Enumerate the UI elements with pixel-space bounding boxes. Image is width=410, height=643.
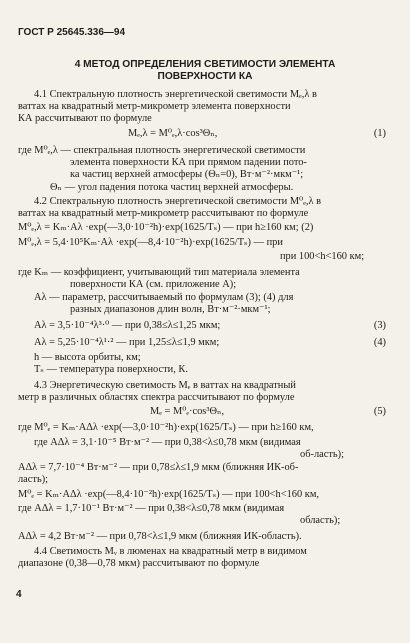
- equation-number-5: (5): [373, 406, 386, 417]
- equation-number-4: (4): [373, 337, 386, 348]
- equation-number-3: (3): [373, 320, 386, 331]
- text-line: AΔλ = 7,7·10⁻⁴ Вт·м⁻² — при 0,78≤λ≤1,9 мкм (ближняя ИК-об-: [18, 462, 299, 473]
- formula-2b: M⁰ₑ,λ = 5,4·10⁵Kₘ·Aλ ·exp(—8,4·10⁻²h)·exp(1625/Tₛ) — при: [18, 237, 283, 248]
- text-line: область);: [300, 515, 341, 526]
- text-line: об-ласть);: [300, 449, 344, 460]
- text-line: где Kₘ — коэффициент, учитывающий тип материала элемента: [18, 267, 300, 278]
- text-line: ваттах на квадратный метр-микрометр рассчитывают по формуле: [18, 208, 309, 219]
- text-line: элемента поверхности КА при прямом падении пото-: [70, 157, 307, 168]
- text-line: Aλ — параметр, рассчитываемый по формулам (3); (4) для: [34, 292, 294, 303]
- text-line: метр в различных областях спектра рассчитывают по формуле: [18, 392, 295, 403]
- text-line: Θₙ — угол падения потока частиц верхней атмосферы.: [50, 182, 294, 193]
- text-line: 4.3 Энергетическую светимость Mₑ в ваттах на квадратный: [34, 380, 296, 391]
- page-number: 4: [16, 589, 22, 600]
- text-line: 4.4 Светимость Mᵥ в люменах на квадратный метр в видимом: [34, 546, 307, 557]
- formula-3: Aλ = 3,5·10⁻⁴λ³·⁰ — при 0,38≤λ≤1,25 мкм;: [34, 320, 221, 331]
- text-line: M⁰ₑ = Kₘ·AΔλ ·exp(—8,4·10⁻²h)·exp(1625/Tₛ) — при 100<h<160 км,: [18, 489, 319, 500]
- text-line: где AΔλ = 3,1·10⁻⁵ Вт·м⁻² — при 0,38<λ≤0,78 мкм (видимая: [34, 437, 301, 448]
- text-line: 4.2 Спектральную плотность энергетической светимости M⁰ₑ,λ в: [34, 196, 322, 207]
- formula-1: Mₑ,λ = M⁰ₑ,λ·cos³Θₙ,: [128, 128, 218, 139]
- text-line: AΔλ = 4,2 Вт·м⁻² — при 0,78<λ≤1,9 мкм (ближняя ИК-область).: [18, 531, 302, 542]
- formula-2a: M⁰ₑ,λ = Kₘ·Aλ ·exp(—3,0·10⁻²h)·exp(1625/Tₛ) — при h≥160 км; (2): [18, 222, 314, 233]
- text-line: Tₛ — температура поверхности, К.: [34, 364, 188, 375]
- section-title-line-1: 4 МЕТОД ОПРЕДЕЛЕНИЯ СВЕТИМОСТИ ЭЛЕМЕНТА: [74, 59, 336, 70]
- text-line: где M⁰ₑ = Kₘ·AΔλ ·exp(—3,0·10⁻²h)·exp(1625/Tₛ) — при h≥160 км,: [18, 422, 314, 433]
- text-line: ваттах на квадратный метр-микрометр элемента поверхности: [18, 101, 291, 112]
- text-line: КА рассчитывают по формуле: [18, 113, 152, 124]
- text-line: h — высота орбиты, км;: [34, 352, 141, 363]
- document-header: ГОСТ Р 25645.336—94: [18, 27, 126, 38]
- text-line: где M⁰ₑ,λ — спектральная плотность энергетической светимости: [18, 145, 306, 156]
- text-line: 4.1 Спектральную плотность энергетической светимости Mₑ,λ в: [34, 89, 317, 100]
- text-line: диапазоне (0,38—0,78 мкм) рассчитывают по формуле: [18, 558, 260, 569]
- text-line: ласть);: [18, 474, 49, 485]
- equation-number-1: (1): [373, 128, 386, 139]
- text-line: поверхности КА (см. приложение А);: [70, 279, 237, 290]
- text-line: где AΔλ = 1,7·10⁻¹ Вт·м⁻² — при 0,38<λ≤0,78 мкм (видимая: [18, 503, 285, 514]
- formula-4: Aλ = 5,25·10⁻⁴λ¹·² — при 1,25≤λ≤1,9 мкм;: [34, 337, 220, 348]
- section-title-line-2: ПОВЕРХНОСТИ КА: [157, 71, 253, 82]
- formula-5: Mₑ = M⁰ₑ·cos³Θₙ,: [150, 406, 225, 417]
- formula-2b-range: при 100<h<160 км;: [280, 251, 365, 262]
- text-line: ка частиц верхней атмосферы (Θₙ=0), Вт·м⁻²·мкм⁻¹;: [70, 169, 304, 180]
- text-line: разных диапазонов длин волн, Вт·м⁻²·мкм⁻¹;: [70, 304, 271, 315]
